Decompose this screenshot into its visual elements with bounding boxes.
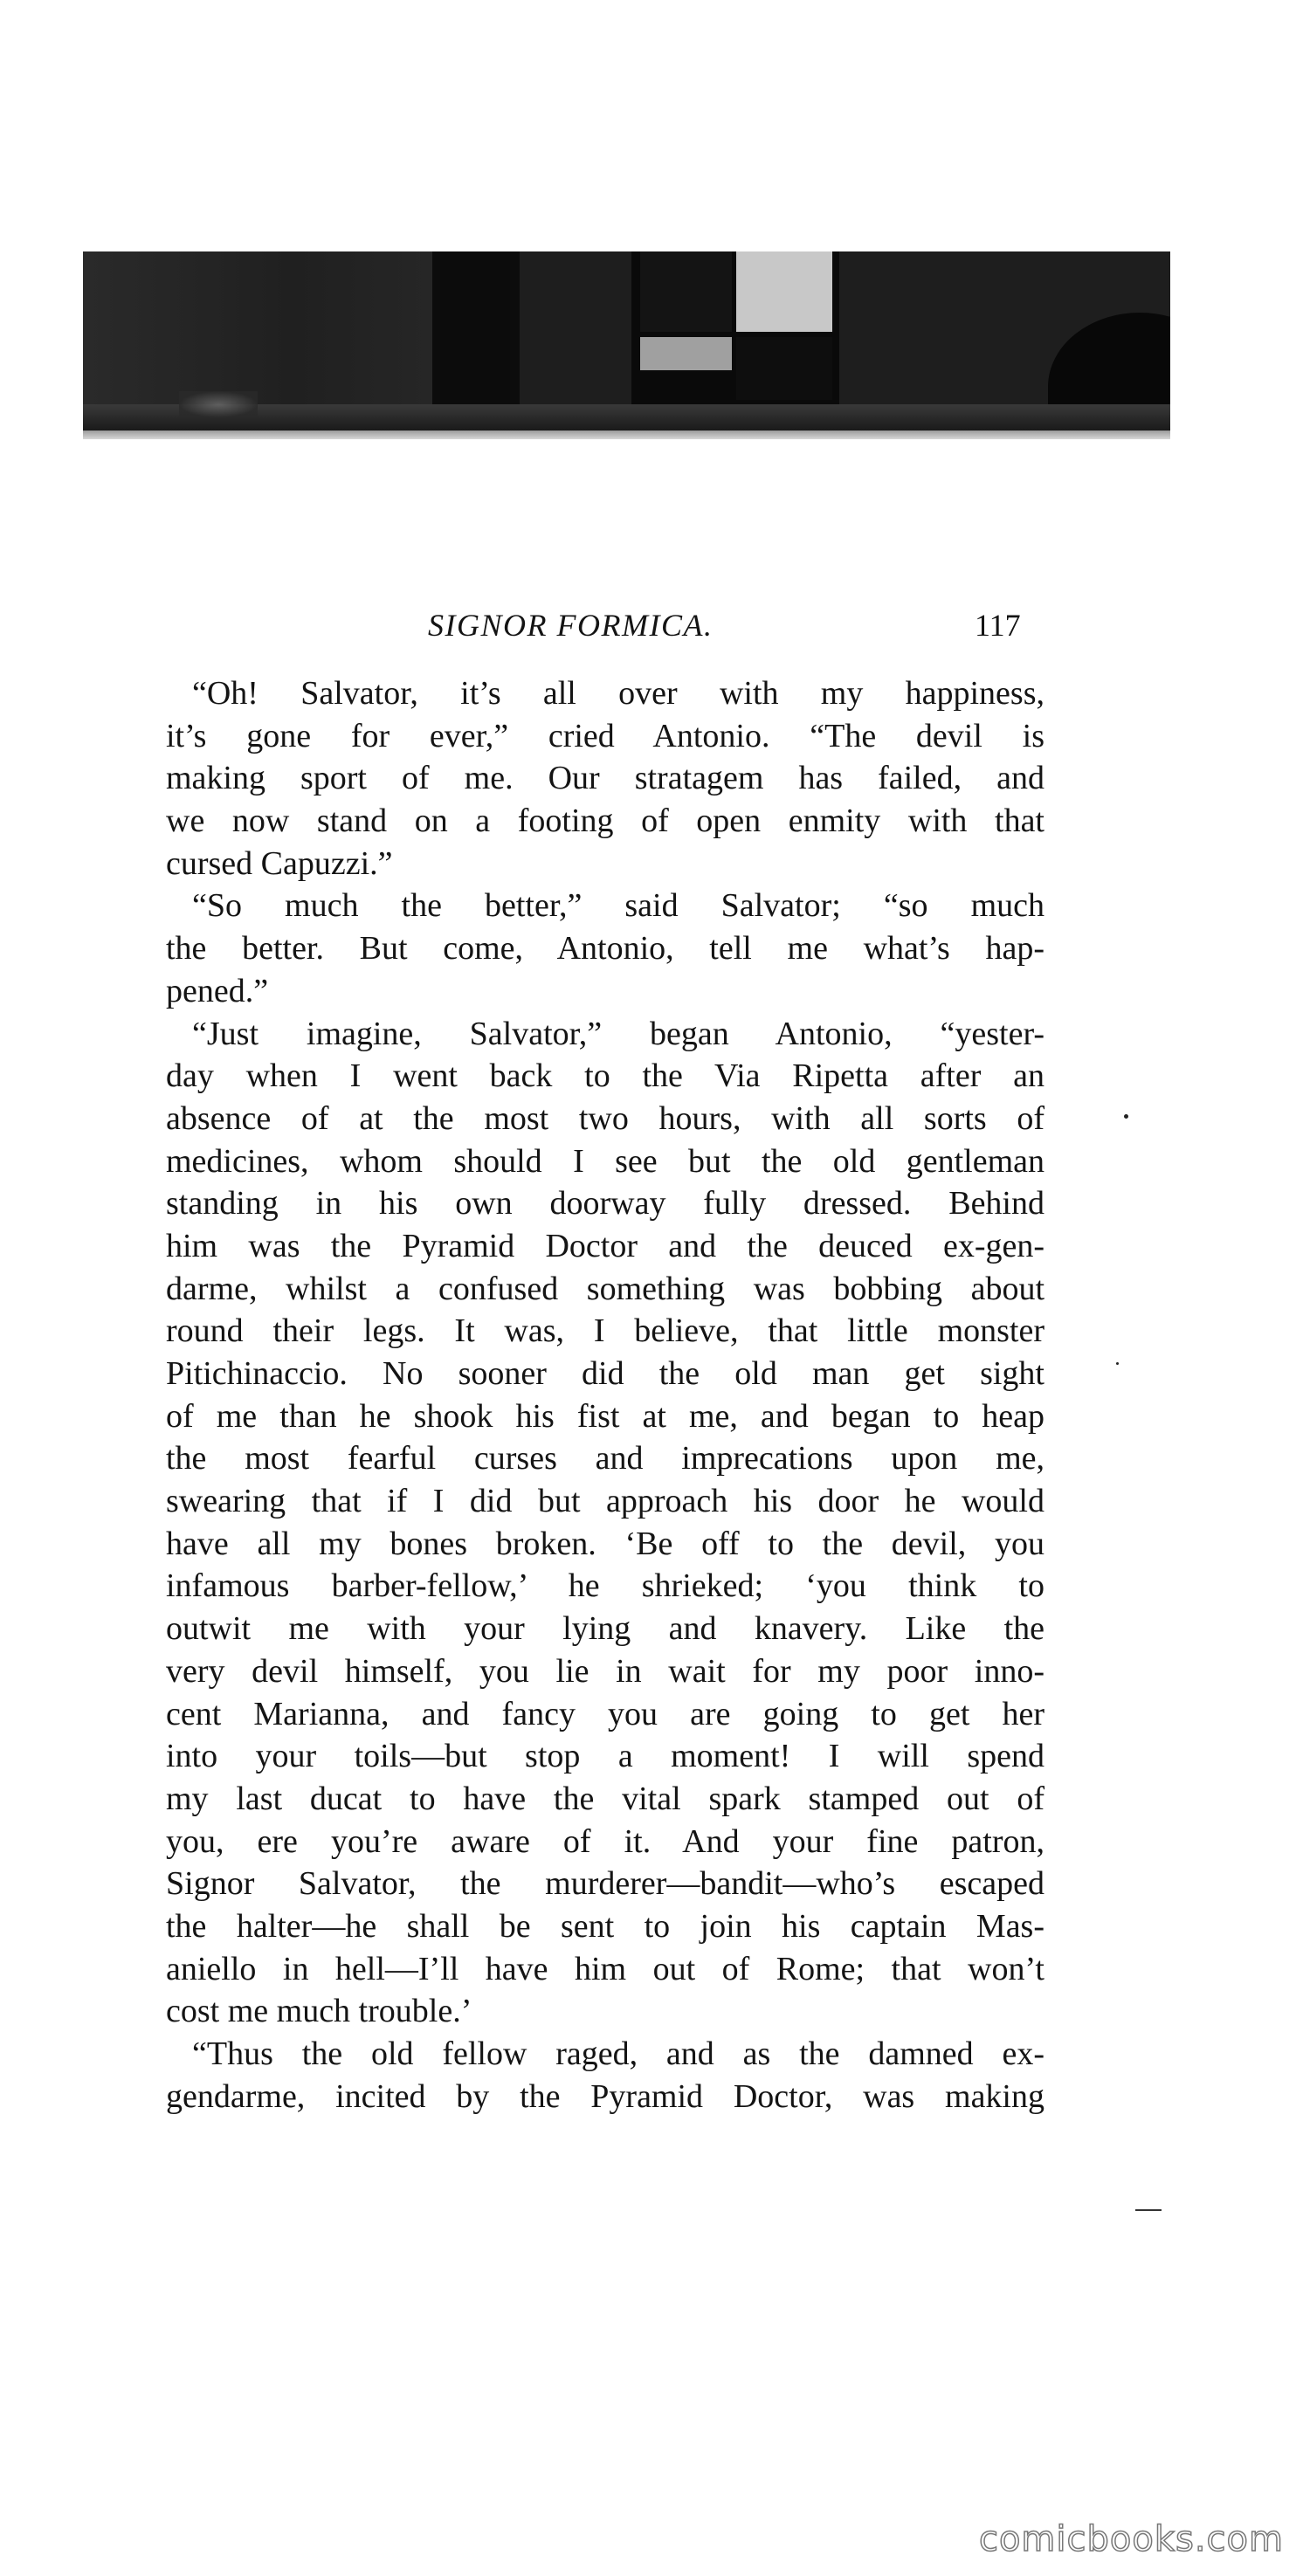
scan-dash-mark <box>1135 2209 1162 2211</box>
text-line: cent Marianna, and fancy you are going to get her <box>166 1695 1044 1732</box>
page-number: 117 <box>975 608 1021 643</box>
text-line: day when I went back to the Via Ripetta after an <box>166 1057 1044 1095</box>
text-line: of me than he shook his fist at me, and began to heap <box>166 1397 1044 1435</box>
text-line: cursed Capuzzi.” <box>166 844 393 882</box>
text-line: him was the Pyramid Doctor and the deuced ex-gen- <box>166 1227 1044 1264</box>
text-line: Signor Salvator, the murderer—bandit—who’s escaped <box>166 1865 1044 1903</box>
text-line: gendarme, incited by the Pyramid Doctor, was making <box>166 2077 1044 2115</box>
photo-bottom-edge <box>83 430 1170 439</box>
text-line: making sport of me. Our stratagem has failed, and <box>166 760 1044 797</box>
photo-dark-block <box>432 251 520 404</box>
text-line: the better. But come, Antonio, tell me what’s hap- <box>166 930 1044 968</box>
text-line: “Oh! Salvator, it’s all over with my happiness, <box>192 675 1044 712</box>
photo-grass-tuft <box>179 391 258 417</box>
running-title: SIGNOR FORMICA. <box>428 608 714 643</box>
text-line: “So much the better,” said Salvator; “so much <box>192 887 1044 925</box>
header-photograph <box>83 251 1170 430</box>
text-line: aniello in hell—I’ll have him out of Rome; that won’t <box>166 1950 1044 1987</box>
text-line: we now stand on a footing of open enmity with that <box>166 802 1044 840</box>
photo-window-pane <box>640 251 732 332</box>
text-line: round their legs. It was, I believe, that little monster <box>166 1312 1044 1350</box>
text-line: Pitichinaccio. No sooner did the old man get sight <box>166 1355 1044 1392</box>
text-line: it’s gone for ever,” cried Antonio. “The devil is <box>166 717 1044 754</box>
scan-speck <box>1124 1114 1128 1119</box>
text-line: darme, whilst a confused something was bobbing about <box>166 1270 1044 1307</box>
photo-window-pane <box>640 337 732 370</box>
text-line: absence of at the most two hours, with all sorts of <box>166 1099 1044 1137</box>
text-line: standing in his own doorway fully dressed. Behind <box>166 1185 1044 1223</box>
text-line: my last ducat to have the vital spark stamped out of <box>166 1780 1044 1817</box>
text-line: you, ere you’re aware of it. And your fine patron, <box>166 1822 1044 1860</box>
text-line: into your toils—but stop a moment! I will spend <box>166 1738 1044 1775</box>
text-line: pened.” <box>166 972 269 1009</box>
text-line: the halter—he shall be sent to join his captain Mas- <box>166 1907 1044 1945</box>
text-line: the most fearful curses and imprecations upon me, <box>166 1440 1044 1477</box>
text-line: “Just imagine, Salvator,” began Antonio, “yester- <box>192 1015 1044 1052</box>
watermark: comicbooks.com <box>978 2519 1284 2559</box>
text-line: outwit me with your lying and knavery. Like the <box>166 1610 1044 1648</box>
text-line: infamous barber-fellow,’ he shrieked; ‘you think to <box>166 1567 1044 1605</box>
scan-speck <box>1116 1362 1119 1365</box>
text-line: very devil himself, you lie in wait for my poor inno- <box>166 1652 1044 1690</box>
text-line: medicines, whom should I see but the old gentleman <box>166 1142 1044 1180</box>
photo-window-pane <box>736 337 832 400</box>
text-line: cost me much trouble.’ <box>166 1993 472 2030</box>
photo-window-pane <box>736 251 832 332</box>
text-line: “Thus the old fellow raged, and as the damned ex- <box>192 2035 1044 2072</box>
body-text <box>166 672 1044 2118</box>
text-line: swearing that if I did but approach his door he would <box>166 1483 1044 1520</box>
text-line: have all my bones broken. ‘Be off to the devil, you <box>166 1525 1044 1562</box>
